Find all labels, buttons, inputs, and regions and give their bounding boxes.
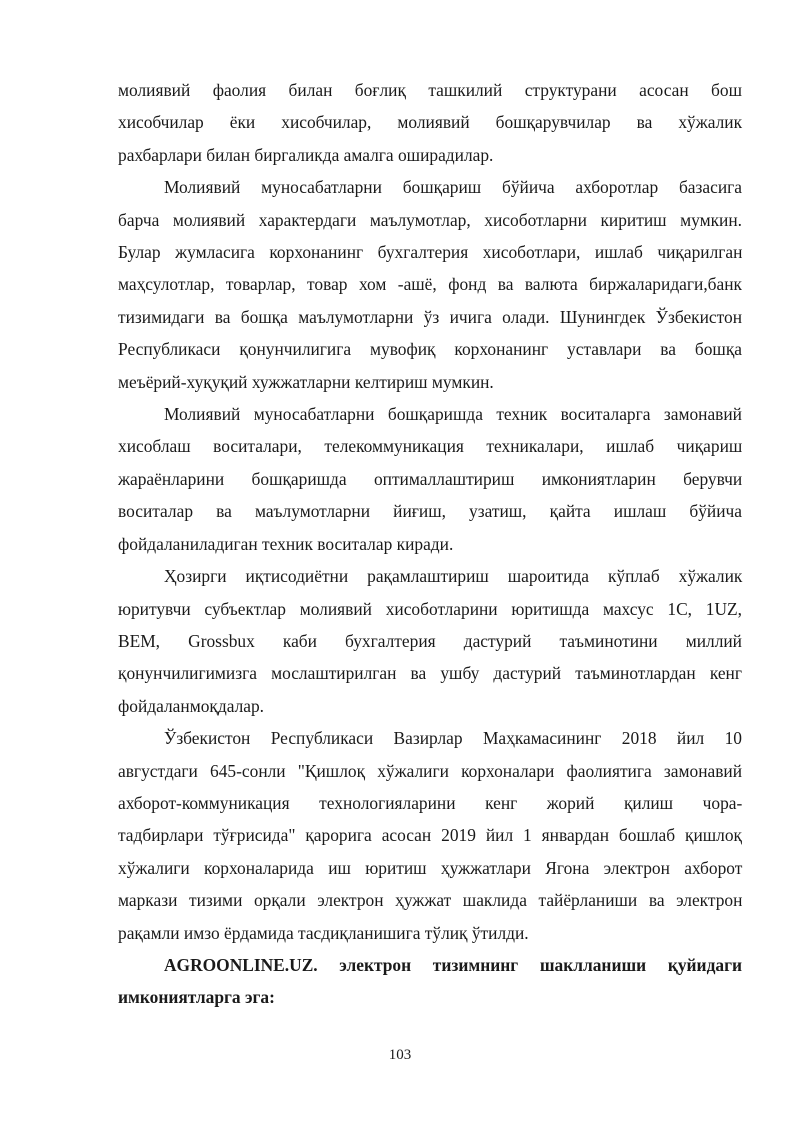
text-line: рахбарлари билан биргаликда амалга оширадилар. [118, 144, 494, 165]
text-line: августдаги 645-сонли "Қишлоқ хўжалиги корхоналари фаолиятига замонавий [118, 760, 743, 781]
text-line: маҳсулотлар, товарлар, товар хом -ашё, фонд ва валюта биржаларидаги,банк [118, 274, 742, 295]
text-line: ахборот-коммуникация технологияларини кенг жорий қилиш чора- [118, 792, 743, 813]
text-line: фойдаланмоқдалар. [118, 695, 265, 716]
text-line: меъёрий-хуқуқий хужжатларни келтириш мумкин. [118, 371, 494, 392]
text-line: юритувчи субъектлар молиявий хисоботларини юритишда махсус 1С, 1UZ, [118, 598, 742, 619]
text-line: воситалар ва маълумотларни йиғиш, узатиш, қайта ишлаш бўйича [118, 501, 742, 522]
text-line: жараёнларини бошқаришда оптималлаштириш имкониятларин берувчи [118, 468, 743, 489]
text-line: рақамли имзо ёрдамида тасдиқланишига тўлиқ ўтилди. [118, 922, 529, 943]
text-line: тадбирлари тўғрисида" қарорига асосан 2019 йил 1 январдан бошлаб қишлоқ [118, 825, 742, 846]
text-line: барча молиявий характердаги маълумотлар, хисоботларни киритиш мумкин. [118, 209, 742, 230]
paragraph-p3 [118, 398, 742, 560]
text-line: Ўзбекистон Республикаси Вазирлар Маҳкамасининг 2018 йил 10 [164, 728, 742, 749]
text-line: тизимидаги ва бошқа маълумотларни ўз ичига олади. Шунингдек Ўзбекистон [118, 306, 743, 327]
paragraph-p6 [118, 949, 742, 1014]
text-line: Молиявий муносабатларни бошқаришда техник воситаларга замонавий [164, 404, 742, 425]
paragraph-p1 [118, 74, 742, 171]
text-line: Булар жумласига корхонанинг бухгалтерия хисоботлари, ишлаб чиқарилган [118, 242, 743, 263]
text-line: хўжалиги корхоналарида иш юритиш ҳужжатлари Ягона электрон ахборот [118, 857, 743, 878]
text-line: молиявий фаолия билан боғлиқ ташкилий структурани асосан бош [118, 80, 742, 100]
text-line: Молиявий муносабатларни бошқариш бўйича ахборотлар базасига [164, 177, 742, 198]
text-line: BEM, Grossbux каби бухгалтерия дастурий таъминотини миллий [118, 630, 742, 651]
text-line: AGROONLINE.UZ. электрон тизимнинг шаклланиши қуйидаги [164, 954, 742, 975]
text-line: Республикаси қонунчилигига мувофиқ корхонанинг уставлари ва бошқа [118, 339, 742, 360]
text-line: фойдаланиладиган техник воситалар киради. [118, 533, 454, 554]
text-line: хисоблаш воситалари, телекоммуникация техникалари, ишлаб чиқариш [118, 436, 743, 457]
text-line: имкониятларга эга: [118, 987, 275, 1008]
paragraph-p2 [118, 171, 742, 398]
text-line: қонунчилигимизга мослаштирилган ва ушбу дастурий таъминотлардан кенг [118, 663, 742, 684]
paragraph-p5 [118, 722, 742, 949]
document-body [118, 74, 742, 1014]
text-line: маркази тизими орқали электрон ҳужжат шаклида тайёрланиши ва электрон [118, 890, 743, 911]
text-line: Ҳозирги иқтисодиётни рақамлаштириш шароитида кўплаб хўжалик [164, 566, 743, 587]
text-line: хисобчилар ёки хисобчилар, молиявий бошқарувчилар ва хўжалик [118, 112, 743, 133]
page-number: 103 [388, 1047, 412, 1063]
paragraph-p4 [118, 560, 742, 722]
